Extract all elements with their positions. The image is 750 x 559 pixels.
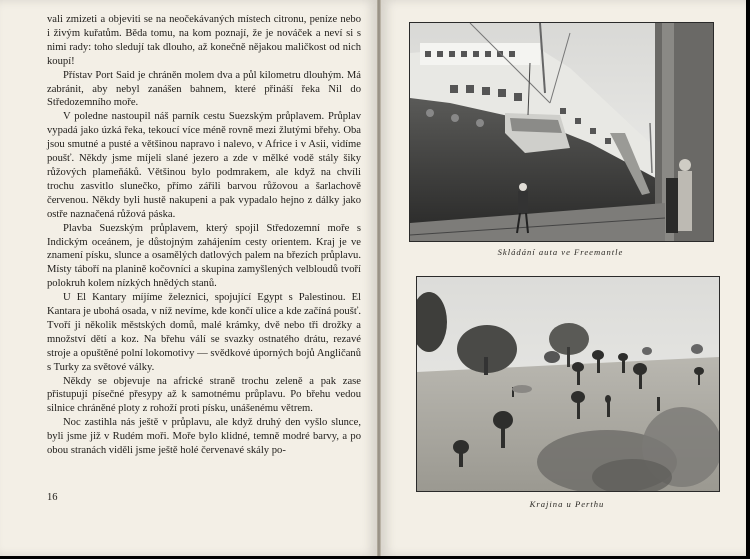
paragraph: U El Kantary míjíme železnici, spojující Egypt s Palestinou. El Kantara je ubohá osada, v níž nevíme, kde končí ulice a kde začíná poušť. Tvoří ji několik městských domů, malé krámky, dvě nebo tři drožky a množství dětí a koz. Na břehu válí se svazky ostnatého drátu, rezavé stroje a opuštěné polní lokomotivy — svědkové úporných bojů Angličanů s Turky za světové války. [47, 292, 361, 373]
left-page [0, 0, 377, 556]
paragraph: Přístav Port Said je chráněn molem dva a půl kilometru dlouhým. Má zabránit, aby nebyl zanášen bahnem, které přináší řeka Nil do Středozemního moře. [47, 69, 361, 109]
paragraph: V poledne nastoupil náš parník cestu Suezským průplavem. Průplav vypadá jako úzká řeka, tekoucí více méně rovně mezi žlutými břehy. Oba jsou smutné a pusté a většinou napravo i nalevo, v Africe i v Asii, vidíme poušť. Někdy jsme míjeli slané jezero a zde v mělké vodě stály šiky růžových plameňáků. Většinou bylo podmrakem, ale když na chvíli trochu zasvitlo slunečko, přímo zářili barvou růžovou a šarlachově červenou. Někdy byli hustě nakupeni a pak vypadalo hejno z dálky jako ostře naznačená růžová páska. [47, 111, 361, 220]
photo-perth-landscape [416, 276, 720, 492]
photo-ship-dock [409, 22, 714, 242]
page-number: 16 [47, 492, 58, 503]
body-text [47, 13, 361, 458]
paragraph: vali zmizeti a objeviti se na neočekávaných místech citronu, peníze nebo i živým kuřatům. Běda tomu, na kom poznají, že je nováček a neví si s nimi rady: toho sledují tak dlouho, až konečně nějakou maličkost od nich koupí! [47, 14, 361, 67]
right-page [381, 0, 746, 556]
photo-caption: Skládání auta ve Freemantle [497, 247, 624, 257]
paragraph: Někdy se objevuje na africké straně trochu zeleně a pak zase přistupují písečné přesypy až k samotnému průplavu. Po břehu vedou silnice chráněné ploty z rohoží proti písku, unášenému větrem. [47, 375, 361, 415]
paragraph: Noc zastihla nás ještě v průplavu, ale když druhý den vyšlo slunce, byli jsme již v Rudém moři. Moře bylo klidné, temně modré barvy, a po obou stranách viděli jsme ještě holé červenavé skály po- [47, 417, 361, 457]
paragraph: Plavba Suezským průplavem, který spojil Středozemní moře s Indickým oceánem, je důstojným zahájením cesty orientem. Kraj je ve znamení písku, slunce a osamělých datlových palem na březích průplavu. Místy táboří na planině kočovníci a skupina zamyšlených velbloudů tvoří polokruh kolem nízkých hnědých stanů. [47, 222, 361, 290]
photo-caption: Krajina u Perthu [529, 499, 605, 509]
